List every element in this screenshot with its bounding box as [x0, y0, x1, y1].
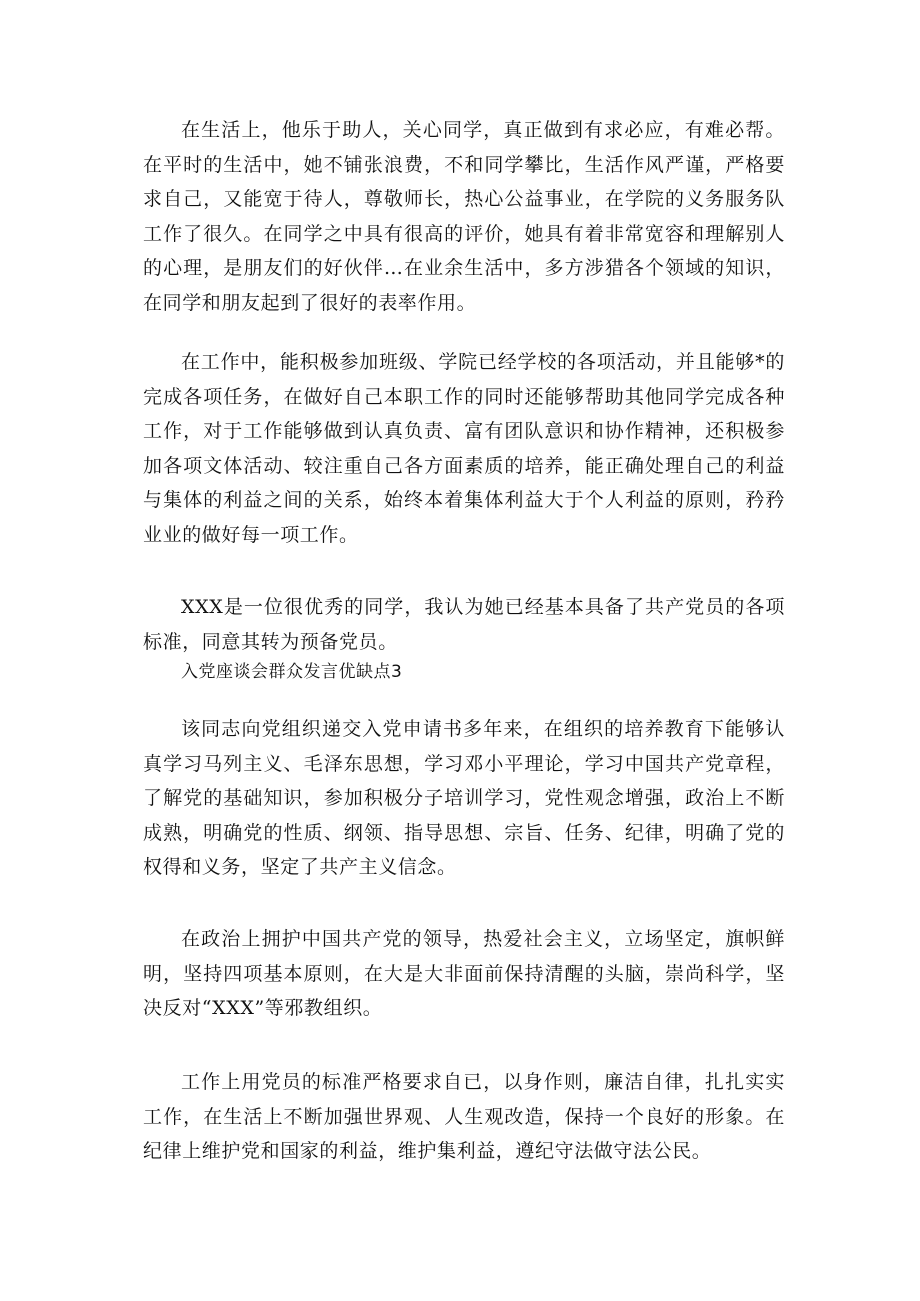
paragraph-work: 在工作中，能积极参加班级、学院已经学校的各项活动，并且能够*的完成各项任务，在做好自己本职工作的同时还能够帮助其他同学完成各种工作，对于工作能够做到认真负责、富有团队意识和协作精神，还积极参加各项文体活动、较注重自己各方面素质的培养，能正确处理自己的利益与集体的利益之间的关系，始终本着集体利益大于个人利益的原则，矜矜业业的做好每一项工作。 [143, 351, 785, 546]
paragraph-life: 在生活上，他乐于助人，关心同学，真正做到有求必应，有难必帮。在平时的生活中，她不铺张浪费，不和同学攀比，生活作风严谨，严格要求自己，又能宽于待人，尊敬师长，热心公益事业，在学院的义务服务队工作了很久。在同学之中具有很高的评价，她具有着非常宽容和理解别人的心理，是朋友们的好伙伴…在业余生活中，多方涉猎各个领域的知识，在同学和朋友起到了很好的表率作用。 [143, 119, 785, 314]
paragraph-politics: 在政治上拥护中国共产党的领导，热爱社会主义，立场坚定，旗帜鲜明，坚持四项基本原则，在大是大非面前保持清醒的头脑，崇尚科学，坚决反对“XXX”等邪教组织。 [143, 928, 785, 1019]
paragraph-conclusion: XXX是一位很优秀的同学，我认为她已经基本具备了共产党员的各项标准，同意其转为预备党员。 [143, 596, 785, 653]
paragraph-study: 该同志向党组织递交入党申请书多年来，在组织的培养教育下能够认真学习马列主义、毛泽东思想，学习邓小平理论，学习中国共产党章程，了解党的基础知识，参加积极分子培训学习，党性观念增强，政治上不断成熟，明确党的性质、纲领、指导思想、宗旨、任务、纪律，明确了党的权得和义务，坚定了共产主义信念。 [143, 718, 785, 878]
section-title: 入党座谈会群众发言优缺点3 [181, 662, 403, 682]
paragraph-discipline: 工作上用党员的标准严格要求自已，以身作则，廉洁自律，扎扎实实工作，在生活上不断加强世界观、人生观改造，保持一个良好的形象。在纪律上维护党和国家的利益，维护集利益，遵纪守法做守法公民。 [143, 1071, 785, 1162]
